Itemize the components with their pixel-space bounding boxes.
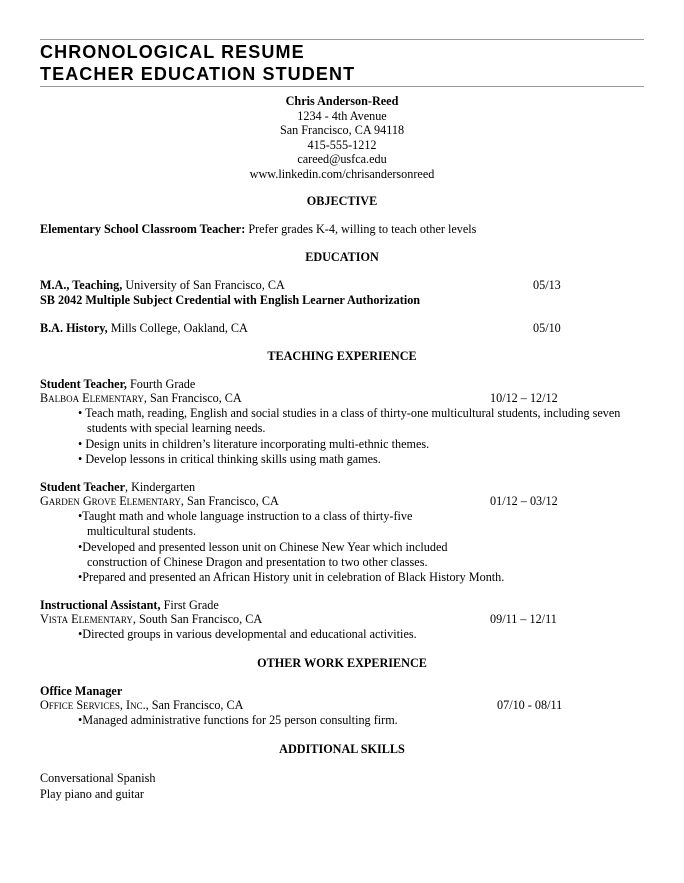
job-employer: Garden Grove Elementary — [40, 494, 181, 508]
job-bullet: • Teach math, reading, English and social studies in a class of thirty-one multicultural students, including seven — [78, 406, 621, 420]
job-bullet: •Prepared and presented an African History unit in celebration of Black History Month. — [78, 570, 505, 584]
degree-ma: M.A., Teaching, — [40, 278, 123, 292]
resume-title: CHRONOLOGICAL RESUME — [40, 42, 305, 62]
school-ba: Mills College, Oakland, CA — [107, 321, 248, 335]
contact-address-line2: San Francisco, CA 94118 — [279, 123, 405, 137]
other-job-employer-line — [40, 698, 243, 712]
contact-email[interactable]: careed@usfca.edu — [297, 152, 387, 166]
job-bullet-continued: multicultural students. — [87, 524, 196, 538]
job-bullet: •Developed and presented lesson unit on Chinese New Year which included — [78, 540, 448, 554]
teaching-heading: TEACHING EXPERIENCE — [267, 349, 417, 363]
skills-heading: ADDITIONAL SKILLS — [279, 742, 405, 756]
job-bullet: •Taught math and whole language instruction to a class of thirty-five — [78, 509, 413, 523]
job-employer: Vista Elementary — [40, 612, 133, 626]
date-ba: 05/10 — [533, 321, 561, 335]
objective-text: Prefer grades K-4, willing to teach other levels — [245, 222, 477, 236]
job-title-line — [40, 377, 195, 391]
other-work-heading: OTHER WORK EXPERIENCE — [257, 656, 427, 670]
job-title: Student Teacher — [40, 480, 125, 494]
job-date: 10/12 – 12/12 — [490, 391, 558, 405]
education-heading: EDUCATION — [305, 250, 379, 264]
contact-name: Chris Anderson-Reed — [285, 94, 399, 108]
education-item-ba — [40, 321, 248, 335]
other-job-title: Office Manager — [40, 684, 123, 698]
job-bullet-continued: students with special learning needs. — [87, 421, 266, 435]
other-job-bullet: •Managed administrative functions for 25 person consulting firm. — [78, 713, 398, 727]
job-title-line — [40, 480, 195, 494]
job-title: Student Teacher, — [40, 377, 127, 391]
job-date: 01/12 – 03/12 — [490, 494, 558, 508]
job-employer-line — [40, 494, 279, 508]
skill-item: Conversational Spanish — [40, 771, 156, 785]
school-ma: University of San Francisco, CA — [122, 278, 285, 292]
resume-subtitle: TEACHER EDUCATION STUDENT — [40, 64, 356, 84]
job-bullet: • Develop lessons in critical thinking skills using math games. — [78, 452, 381, 466]
job-employer-line — [40, 612, 262, 626]
job-location: , South San Francisco, CA — [132, 612, 263, 626]
job-title-line — [40, 598, 219, 612]
job-bullet-continued: construction of Chinese Dragon and presentation to two other classes. — [87, 555, 428, 569]
job-location: , San Francisco, CA — [180, 494, 279, 508]
objective-heading: OBJECTIVE — [306, 194, 378, 208]
other-job-employer: Office Services, Inc. — [40, 698, 146, 712]
contact-block — [40, 94, 644, 181]
job-bullet: •Directed groups in various developmental and educational activities. — [78, 627, 417, 641]
contact-phone: 415-555-1212 — [307, 137, 377, 152]
objective-label: Elementary School Classroom Teacher: — [40, 222, 246, 236]
job-date: 09/11 – 12/11 — [490, 612, 557, 626]
other-job-location: , San Francisco, CA — [145, 698, 244, 712]
top-rule — [40, 39, 644, 40]
header-rule — [40, 86, 644, 87]
credential: SB 2042 Multiple Subject Credential with English Learner Authorization — [40, 293, 421, 307]
job-level: Fourth Grade — [126, 377, 196, 391]
job-level: , Kindergarten — [124, 480, 196, 494]
job-level: First Grade — [160, 598, 219, 612]
job-title: Instructional Assistant, — [40, 598, 161, 612]
education-item-ma — [40, 278, 285, 292]
job-bullet: • Design units in children’s literature incorporating multi-ethnic themes. — [78, 437, 430, 451]
degree-ba: B.A. History, — [40, 321, 108, 335]
date-ma: 05/13 — [533, 278, 561, 292]
job-employer-line — [40, 391, 242, 405]
objective-line — [40, 222, 476, 236]
contact-website[interactable]: www.linkedin.com/chrisandersonreed — [249, 166, 435, 181]
other-job-date: 07/10 - 08/11 — [497, 698, 563, 712]
skill-item: Play piano and guitar — [40, 787, 144, 801]
job-location: , San Francisco, CA — [143, 391, 242, 405]
contact-address-line1: 1234 - 4th Avenue — [297, 108, 387, 123]
job-employer: Balboa Elementary — [40, 391, 144, 405]
